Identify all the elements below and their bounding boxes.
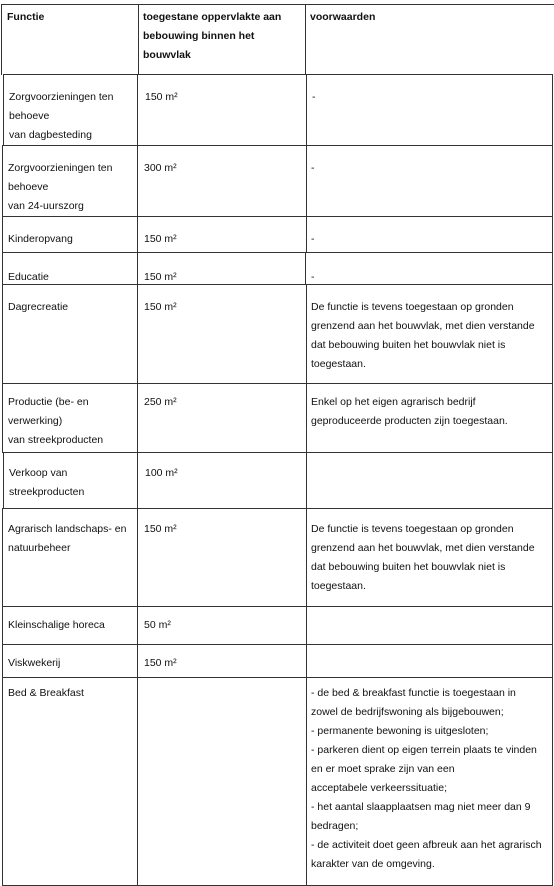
column-divider xyxy=(306,75,307,146)
column-divider xyxy=(306,645,307,678)
cell-functie-line: natuurbeheer xyxy=(8,542,71,554)
cell-voorwaarden-line: - xyxy=(311,162,315,174)
table-row xyxy=(2,216,553,253)
cell-functie-line: Zorgvoorzieningen ten xyxy=(9,91,114,103)
cell-voorwaarden-line: - parkeren dient op eigen terrein plaats te vinden xyxy=(311,744,537,756)
cell-voorwaarden-line: en er moet sprake zijn van een xyxy=(311,763,455,775)
cell-functie-line: Productie (be- en xyxy=(8,396,89,408)
column-divider xyxy=(137,285,138,384)
cell-voorwaarden xyxy=(312,88,554,107)
cell-functie-line: verwerking) xyxy=(8,415,63,427)
cell-oppervlakte: 150 m² xyxy=(144,271,177,283)
cell-functie-line: van streekproducten xyxy=(8,434,104,446)
column-divider xyxy=(137,645,138,678)
cell-oppervlakte: 50 m² xyxy=(144,619,171,631)
cell-functie-line: behoeve xyxy=(9,110,50,122)
cell-voorwaarden-line: grenzend aan het bouwvlak, met dien verstande xyxy=(311,320,535,332)
cell-functie-line: Dagrecreatie xyxy=(8,301,69,313)
table-row xyxy=(2,644,553,678)
cell-voorwaarden-line: - de activiteit doet geen afbreuk aan het agrarisch xyxy=(311,839,542,851)
cell-functie-line: Kleinschalige horeca xyxy=(8,619,105,631)
column-divider xyxy=(306,678,307,885)
cell-voorwaarden-line: karakter van de omgeving. xyxy=(311,858,435,870)
header-functie: Functie xyxy=(7,11,45,23)
cell-functie xyxy=(8,230,136,249)
column-divider xyxy=(137,146,138,217)
cell-oppervlakte: 150 m² xyxy=(144,523,177,535)
cell-voorwaarden xyxy=(311,298,554,374)
column-divider xyxy=(306,217,307,253)
cell-oppervlakte: 150 m² xyxy=(145,91,178,103)
cell-voorwaarden xyxy=(311,520,554,596)
column-divider xyxy=(137,384,138,453)
header-oppervlakte-line: toegestane oppervlakte aan xyxy=(143,11,282,23)
cell-oppervlakte: 150 m² xyxy=(144,657,177,669)
cell-functie-line: Verkoop van xyxy=(9,467,68,479)
cell-voorwaarden-line: - het aantal slaapplaatsen mag niet meer dan 9 xyxy=(311,801,531,813)
header-oppervlakte-line: bouwvlak xyxy=(143,49,191,61)
cell-functie-line: Agrarisch landschaps- en xyxy=(8,523,127,535)
cell-functie xyxy=(9,88,137,145)
cell-functie xyxy=(8,684,136,703)
column-divider xyxy=(138,5,139,75)
cell-functie-line: van 24-uurszorg xyxy=(8,200,84,212)
cell-voorwaarden-line: De functie is tevens toegestaan op gronden xyxy=(311,301,514,313)
cell-voorwaarden-line: - xyxy=(312,91,316,103)
table-row xyxy=(3,74,553,146)
table-row xyxy=(3,452,553,509)
cell-voorwaarden-line: - de bed & breakfast functie is toegestaan in xyxy=(311,687,516,699)
cell-oppervlakte: 150 m² xyxy=(144,233,177,245)
column-divider xyxy=(137,453,138,509)
cell-voorwaarden-line: - xyxy=(311,271,315,283)
cell-oppervlakte: 300 m² xyxy=(144,162,177,174)
cell-voorwaarden-line: - permanente bewoning is uitgesloten; xyxy=(311,725,489,737)
cell-voorwaarden-line: Enkel op het eigen agrarisch bedrijf xyxy=(311,396,476,408)
column-divider xyxy=(306,607,307,645)
cell-functie xyxy=(8,520,136,558)
cell-voorwaarden-line: geproduceerde producten zijn toegestaan. xyxy=(311,415,508,427)
column-divider xyxy=(306,509,307,607)
cell-voorwaarden-line: dat bebouwing buiten het bouwvlak niet is xyxy=(311,561,506,573)
cell-voorwaarden-line: De functie is tevens toegestaan op gronden xyxy=(311,523,514,535)
column-divider xyxy=(137,509,138,607)
cell-functie-line: Viskwekerij xyxy=(8,657,61,669)
cell-functie-line: streekproducten xyxy=(9,486,85,498)
column-divider xyxy=(305,5,306,75)
cell-functie-line: van dagbesteding xyxy=(9,129,92,141)
cell-voorwaarden-line: acceptabele verkeerssituatie; xyxy=(311,782,447,794)
cell-functie xyxy=(8,159,136,216)
cell-functie-line: Zorgvoorzieningen ten xyxy=(8,162,113,174)
cell-voorwaarden-line: toegestaan. xyxy=(311,580,366,592)
table-header-row xyxy=(1,4,554,75)
cell-functie xyxy=(9,464,137,502)
cell-functie xyxy=(8,393,136,450)
cell-voorwaarden-line: grenzend aan het bouwvlak, met dien verstande xyxy=(311,542,535,554)
cell-voorwaarden-line: zowel de bedrijfswoning als bijgebouwen; xyxy=(311,706,504,718)
cell-voorwaarden-line: dat bebouwing buiten het bouwvlak niet is xyxy=(311,339,506,351)
cell-oppervlakte: 100 m² xyxy=(145,467,178,479)
table-row xyxy=(2,252,553,285)
cell-functie-line: Bed & Breakfast xyxy=(8,687,84,699)
cell-functie-line: behoeve xyxy=(8,181,49,193)
table-row xyxy=(2,145,553,217)
column-divider xyxy=(305,253,306,285)
cell-voorwaarden-line: bedragen; xyxy=(311,820,359,832)
cell-functie xyxy=(8,616,136,635)
cell-voorwaarden-line: toegestaan. xyxy=(311,358,366,370)
cell-oppervlakte: 150 m² xyxy=(144,301,177,313)
column-divider xyxy=(137,253,138,285)
table-row xyxy=(2,677,553,886)
table-row xyxy=(2,383,553,453)
cell-voorwaarden xyxy=(311,684,554,874)
column-divider xyxy=(306,285,307,384)
column-divider xyxy=(137,75,138,146)
column-divider xyxy=(137,678,138,885)
column-divider xyxy=(137,607,138,645)
table-row xyxy=(2,606,553,645)
cell-oppervlakte: 250 m² xyxy=(144,396,177,408)
column-divider xyxy=(137,217,138,253)
header-oppervlakte-line: bebouwing binnen het xyxy=(143,30,255,42)
column-divider xyxy=(306,453,307,509)
column-divider xyxy=(306,384,307,453)
cell-voorwaarden xyxy=(311,159,554,178)
table-row xyxy=(2,284,553,384)
header-oppervlakte xyxy=(143,8,303,65)
header-voorwaarden: voorwaarden xyxy=(310,11,376,23)
table-row xyxy=(2,508,553,607)
cell-voorwaarden xyxy=(311,393,554,431)
cell-voorwaarden-line: - xyxy=(311,233,315,245)
cell-functie-line: Educatie xyxy=(8,271,49,283)
cell-functie xyxy=(8,298,136,317)
cell-functie-line: Kinderopvang xyxy=(8,233,73,245)
column-divider xyxy=(306,146,307,217)
cell-functie xyxy=(8,654,136,673)
cell-voorwaarden xyxy=(311,230,554,249)
